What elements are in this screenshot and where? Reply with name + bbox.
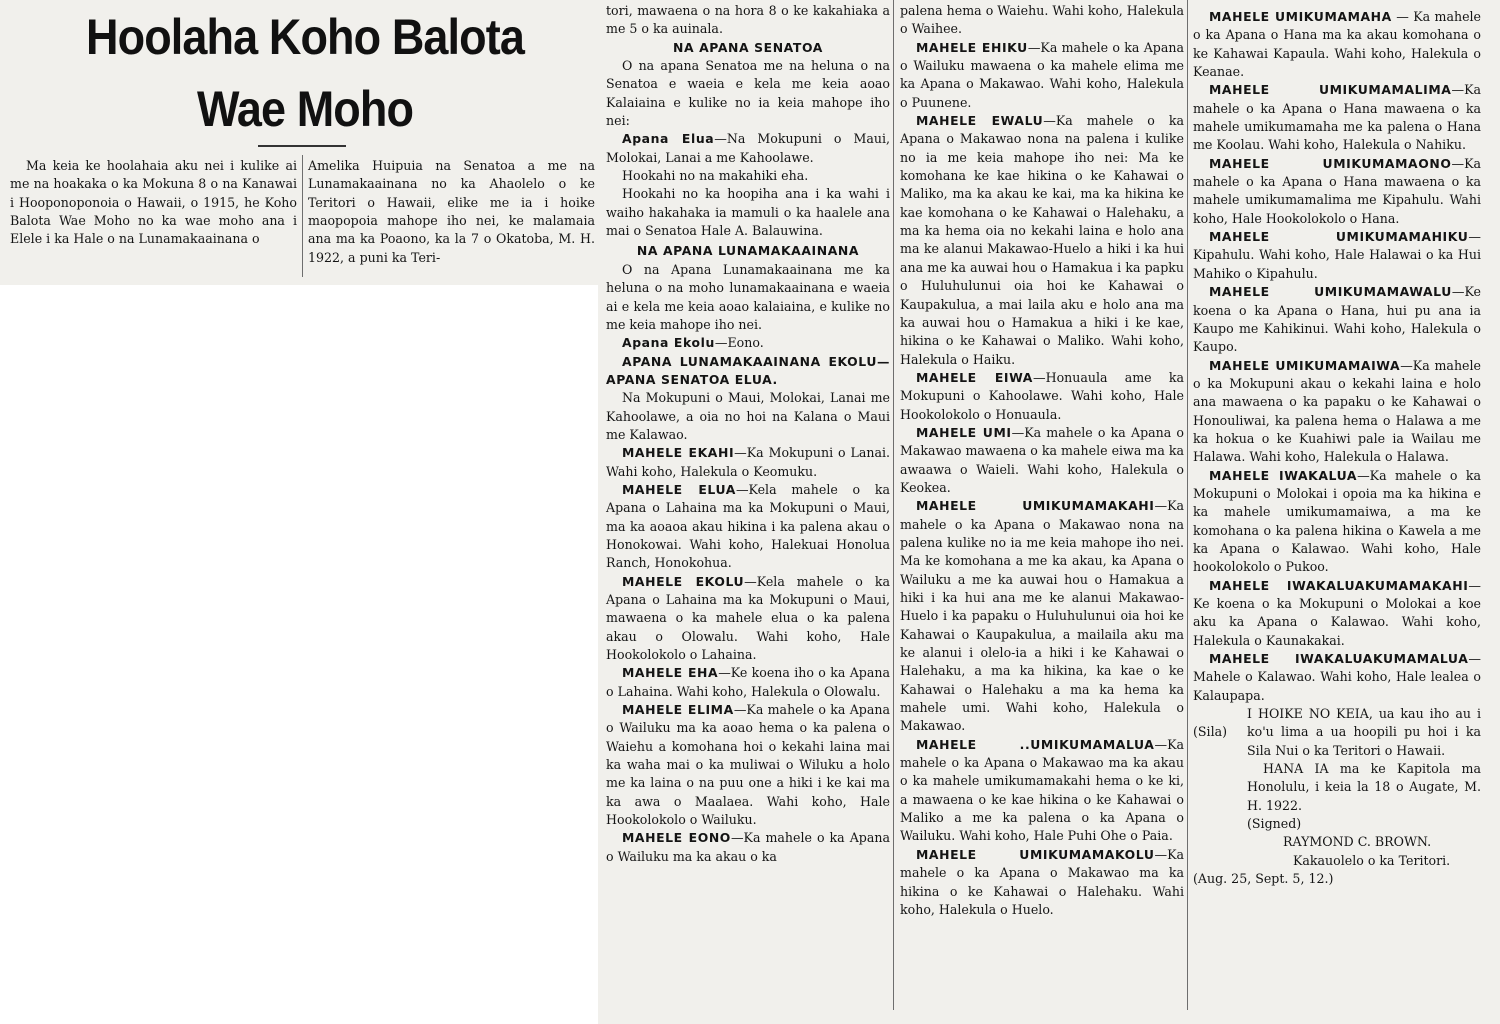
paragraph-heading: MAHELE EIWA <box>916 369 1033 385</box>
paragraph: O na Apana Lunamakaainana me ka heluna o na moho lunamakaainana e waeia ai e kela me keia aoao kalaiaina, e kulike no me keia mahope iho nei. <box>606 261 890 332</box>
paragraph-heading: MAHELE UMIKUMAMAKAHI <box>916 498 1155 514</box>
headline-line-2: Wae Moho <box>196 81 414 137</box>
paragraph-heading: MAHELE EHIKU <box>916 39 1028 55</box>
paragraph <box>900 497 1184 735</box>
paragraph-text: —Kela mahele o ka Apana o Lahaina ma ka Mokupuni o Maui, mawaena o ka mahele elua o ka palena akau o Olowalu. Wahi koho, Hale Hookolokolo o Lahaina. <box>606 573 890 663</box>
paragraph <box>1193 283 1481 356</box>
section-heading: NA APANA LUNAMAKAAINANA <box>636 243 860 259</box>
paragraph-heading: MAHELE UMIKUMAMALIMA <box>1209 82 1452 98</box>
paragraph-text: — Ka mahele o ka Apana o Hana ma ka akau komohana o ke Kahawai Kapaula. Wahi koho, Halekula o Keanae. <box>1193 9 1481 80</box>
paragraph-text: —Ka mahele o ka Apana o Wailuku ma ka akau o ka <box>606 830 890 864</box>
paragraph-heading: MAHELE UMIKUMAMAHA <box>1209 9 1392 24</box>
paragraph-text: —Ka mahele o ka Mokupuni o Molokai i opoia ma ka hikina e ka mahele umikumamaiwa, a ma ke komohana o ka palena hikina o Kawela a me ka Apana o Kalawao. Wahi koho, Hale hookolokolo o Pukoo. <box>1193 467 1481 575</box>
paragraph-text: —Eono. <box>714 335 764 351</box>
paragraph <box>1193 650 1481 705</box>
paragraph <box>900 424 1184 497</box>
paragraph-text: —Kela mahele o ka Apana o Lahaina ma ka Mokupuni o Maui, ma ka aoaoa akau hikina i ka palena akau o Honokowai. Wahi koho, Halekuai Honolua Ranch, Honokohua. <box>606 481 890 571</box>
paragraph: Na Mokupuni o Maui, Molokai, Lanai me Kahoolawe, a oia no hoi na Kalana o Maui me Kalawao. <box>606 390 890 442</box>
paragraph <box>1193 577 1481 650</box>
section-heading: NA APANA SENATOA <box>673 39 823 55</box>
paragraph-heading: MAHELE ..UMIKUMAMALUA <box>916 736 1155 752</box>
headline-rule <box>258 145 346 147</box>
paragraph <box>1193 8 1481 81</box>
paragraph <box>900 369 1184 424</box>
paragraph-text: —Na Mokupuni o Maui, Molokai, Lanai a me Kahoolawe. <box>606 131 890 165</box>
headline-line-1: Hoolaha Koho Balota <box>86 9 524 65</box>
paragraph <box>606 829 890 866</box>
paragraph-text: —Ka mahele o ka Apana o Makawao ma ka hikina o ke Kahawai o Halehaku. Wahi koho, Halekula o Huelo. <box>900 846 1184 917</box>
paragraph-text: —Mahele o Kalawao. Wahi koho, Hale lealea o Kalaupapa. <box>1193 651 1481 703</box>
column-2 <box>900 2 1184 919</box>
paragraph-text: —Ke koena o ka Mokupuni o Molokai a koe aku ka Apana o Kalawao. Wahi koho, Halekula o Kaunakakai. <box>1193 577 1481 648</box>
paragraph-text: —Ka mahele o ka Mokupuni akau o kekahi laina e holo ana mawaena o ka papaku o ke Kahawai o Honouliwai, ka palena hema o Halawa a me ka hokua o ke Kuahiwi pale ia Wailau me Halawa. Wahi koho, Halekula o Halawa. <box>1193 357 1481 465</box>
paragraph <box>1193 81 1481 154</box>
paragraph-text: —Ka mahele o ka Apana o Makawao nona na palena kulike no ia me keia mahope iho nei. Ma ke komohana a me ka akau, ka Apana o Wailuku a me ka auwai hou o Hamakua a hiki i ka hui ana me ke alanui Makawao-Huelo i ka papaku o Huluhulunui oia hoi ke Kahawai o Kaupakulua, a mailaila aku ma ke alanui i olelo-ia a hiki i ke Kahawai o Halehaku, a ma ka hikina, ka kae o ke Kahawai o Halehaku a ma ka hema ka mahele umi. Wahi koho, Halekula o Makawao. <box>900 498 1184 734</box>
paragraph <box>1193 228 1481 283</box>
column-3 <box>1193 8 1481 889</box>
seal-text-wrap <box>1247 705 1481 833</box>
paragraph-text: —Ka Mokupuni o Lanai. Wahi koho, Halekula o Keomuku. <box>606 445 891 479</box>
paragraph <box>1193 155 1481 228</box>
paragraph-heading: MAHELE IWAKALUA <box>1209 467 1358 483</box>
paragraph-heading: MAHELE EHA <box>622 665 719 681</box>
seal-label: (Sila) <box>1193 724 1228 740</box>
paragraph-heading: MAHELE IWAKALUAKUMAMALUA <box>1209 651 1469 667</box>
paragraph <box>606 664 890 701</box>
dated-text: HANA IA ma ke Kapitola ma Honolulu, i keia la 18 o Augate, M. H. 1922. <box>1247 761 1481 813</box>
seal-statement <box>1193 705 1481 833</box>
paragraph <box>900 39 1184 112</box>
paragraph-heading: MAHELE ELIMA <box>622 702 734 718</box>
paragraph-text: —Ka mahele o ka Apana o Wailuku ma ka aoao hema o ka palena o Waiehu a komohana hoi o kekahi laina mai ka waha mai o ka muliwai o Wiluku a holo me ka laina o na puu one a hiki i ke kai ma ka awa o Maalaea. Wahi koho, Hale Hookolokolo o Wailuku. <box>606 702 890 828</box>
paragraph: Hookahi no na makahiki eha. <box>622 168 809 184</box>
proclamation-text: I HOIKE NO KEIA, ua kau iho au i ko'u lima a ua hoopili pu hoi i ka Sila Nui o ka Teritori o Hawaii. <box>1247 706 1481 758</box>
paragraph-text: —Kipahulu. Wahi koho, Hale Halawai o ka Hui Mahiko o Kipahulu. <box>1193 229 1481 281</box>
paragraph <box>1193 357 1481 467</box>
paragraph-text: —Ka mahele o ka Apana o Hana mawaena o ka mahele umikumamaha me ka palena o Hana me Koolau. Wahi koho, Halekula o Nahiku. <box>1193 82 1481 153</box>
paragraph-text: —Ke koena o ka Apana o Hana, hui pu ana ia Kaupo me Kahikinui. Wahi koho, Halekula o Kaupo. <box>1193 284 1481 355</box>
continuation-text: palena hema o Waiehu. Wahi koho, Halekula o Waihee. <box>900 3 1185 37</box>
paragraph <box>606 130 890 167</box>
paragraph-heading: MAHELE EKOLU <box>622 573 745 589</box>
paragraph-heading: MAHELE EWALU <box>916 113 1044 129</box>
paragraph-heading: MAHELE UMIKUMAMAHIKU <box>1209 229 1469 245</box>
paragraph <box>900 736 1184 846</box>
paragraph-text: —Honuaula ame ka Mokupuni o Kahoolawe. Wahi koho, Hale Hookolokolo o Honuaula. <box>900 369 1184 422</box>
section-heading: APANA LUNAMAKAAINANA EKOLU—APANA SENATOA ELUA. <box>606 353 890 387</box>
paragraph-heading: MAHELE UMI <box>916 424 1012 440</box>
paragraph-text: —Ka mahele o ka Apana o Makawao mawaena o ka mahele eiwa ma ka awaawa o Waieli. Wahi koho, Halekula o Keokea. <box>900 424 1184 495</box>
intro-paragraph-b: Amelika Huipuia na Senatoa a me na Lunamakaainana no ka Ahaolelo o ke Teritori o Hawaii, elike me ia i hoike maopopoia mahope iho nei, ke malamaia ana ma ka Poaono, ka la 7 o Okatoba, M. H. 1922, a puni ka Teri- <box>308 158 595 265</box>
intro-column-a <box>10 157 297 249</box>
paragraph <box>606 334 890 352</box>
paragraph <box>606 481 890 573</box>
paragraph-heading: MAHELE EONO <box>622 830 731 846</box>
paragraph-heading: MAHELE EKAHI <box>622 445 735 461</box>
paragraph-heading: MAHELE IWAKALUAKUMAMAKAHI <box>1209 577 1469 593</box>
paragraph <box>606 701 890 829</box>
paragraph <box>900 846 1184 919</box>
paragraph <box>606 444 890 481</box>
paragraph <box>1193 467 1481 577</box>
continuation-text: tori, mawaena o na hora 8 o ke kakahiaka a me 5 o ka auinala. <box>606 3 890 37</box>
paragraph-text: —Ka mahele o ka Apana o Wailuku mawaena o ka mahele elima me ka Apana o Makawao. Wahi koho, Halekula o Puunene. <box>900 39 1184 110</box>
paragraph-heading: Apana Elua <box>622 131 715 147</box>
paragraph-heading: MAHELE UMIKUMAMAWALU <box>1209 284 1452 300</box>
paragraph-heading: MAHELE UMIKUMAMAONO <box>1209 155 1452 171</box>
paragraph-heading: MAHELE ELUA <box>622 481 736 497</box>
column-rule <box>1187 0 1188 1010</box>
intro-paragraph-a: Ma keia ke hoolahaia aku nei i kulike ai me na hoakaka o ka Mokuna 8 o na Kanawai i Hooponoponoia o Hawaii, o 1915, he Koho Balota Wae Moho no ka wae moho ana i Elele i ka Hale o na Lunamakaainana o <box>10 158 297 247</box>
signed-label: (Signed) <box>1247 816 1302 832</box>
paragraph <box>606 573 890 665</box>
paragraph-heading: MAHELE UMIKUMAMAIWA <box>1209 357 1401 373</box>
paragraph: Hookahi no ka hoopiha ana i ka wahi i waiho hakahaka ia mamuli o ka haalele ana mai o Senatoa Hale A. Balauwina. <box>606 186 890 239</box>
paragraph-text: —Ka mahele o ka Apana o Hana mawaena o ka mahele umikumamalima me Kipahulu. Wahi koho, Hale Hookolokolo o Hana. <box>1193 155 1481 226</box>
column-1 <box>606 2 890 866</box>
signatory-office: Kakauolelo o ka Teritori. <box>1293 852 1451 868</box>
column-rule <box>302 155 303 277</box>
paragraph-text: —Ka mahele o ka Apana o Makawao ma ka akau o ka mahele umikumamakahi hema o ke ki, a mawaena o ke kae hikina o ke Kahawai o Maliko a me ka palena o ka Apana o Wailuku. Wahi koho, Hale Puhi Ohe o Paia. <box>900 736 1184 844</box>
paragraph-text: —Ke koena iho o ka Apana o Lahaina. Wahi koho, Halekula o Olowalu. <box>606 665 890 699</box>
paragraph-heading: MAHELE UMIKUMAMAKOLU <box>916 846 1155 862</box>
column-rule <box>893 0 894 1010</box>
paragraph: O na apana Senatoa me na heluna o na Senatoa e waeia e kela me keia aoao Kalaiaina e kulike no ia keia mahope iho nei: <box>606 58 890 129</box>
publication-dates: (Aug. 25, Sept. 5, 12.) <box>1193 871 1334 887</box>
paragraph-heading: Apana Ekolu <box>622 335 715 351</box>
paragraph-text: —Ka mahele o ka Apana o Makawao nona na palena i kulike no ia me keia mahope iho nei: Ma ke komohana ke kae hikina o ke Kahawai o Maliko, ma ka akau ke kai, ma ka hikina ke kae komohana o ke Kahawai o Halehaku, a ma ka hema oia no kekahi laina e holo ana ma ke alanui Makawao-Huelo a hiki i ka hui ana me ka auwai hou o Hamakua i ka papku o Huluhulunui oia hoi ke Kahawai o Kaupakulua, a mai laila aku e holo ana ma ka auwai hou o Hamakua a hiki i ke kae, hikina o ke Kahawai o Maliko. Wahi koho, Halekula o Haiku. <box>900 113 1184 367</box>
intro-column-b <box>308 157 595 267</box>
paragraph <box>900 112 1184 369</box>
signature-block <box>1193 705 1481 888</box>
signatory-name: RAYMOND C. BROWN. <box>1283 834 1432 850</box>
